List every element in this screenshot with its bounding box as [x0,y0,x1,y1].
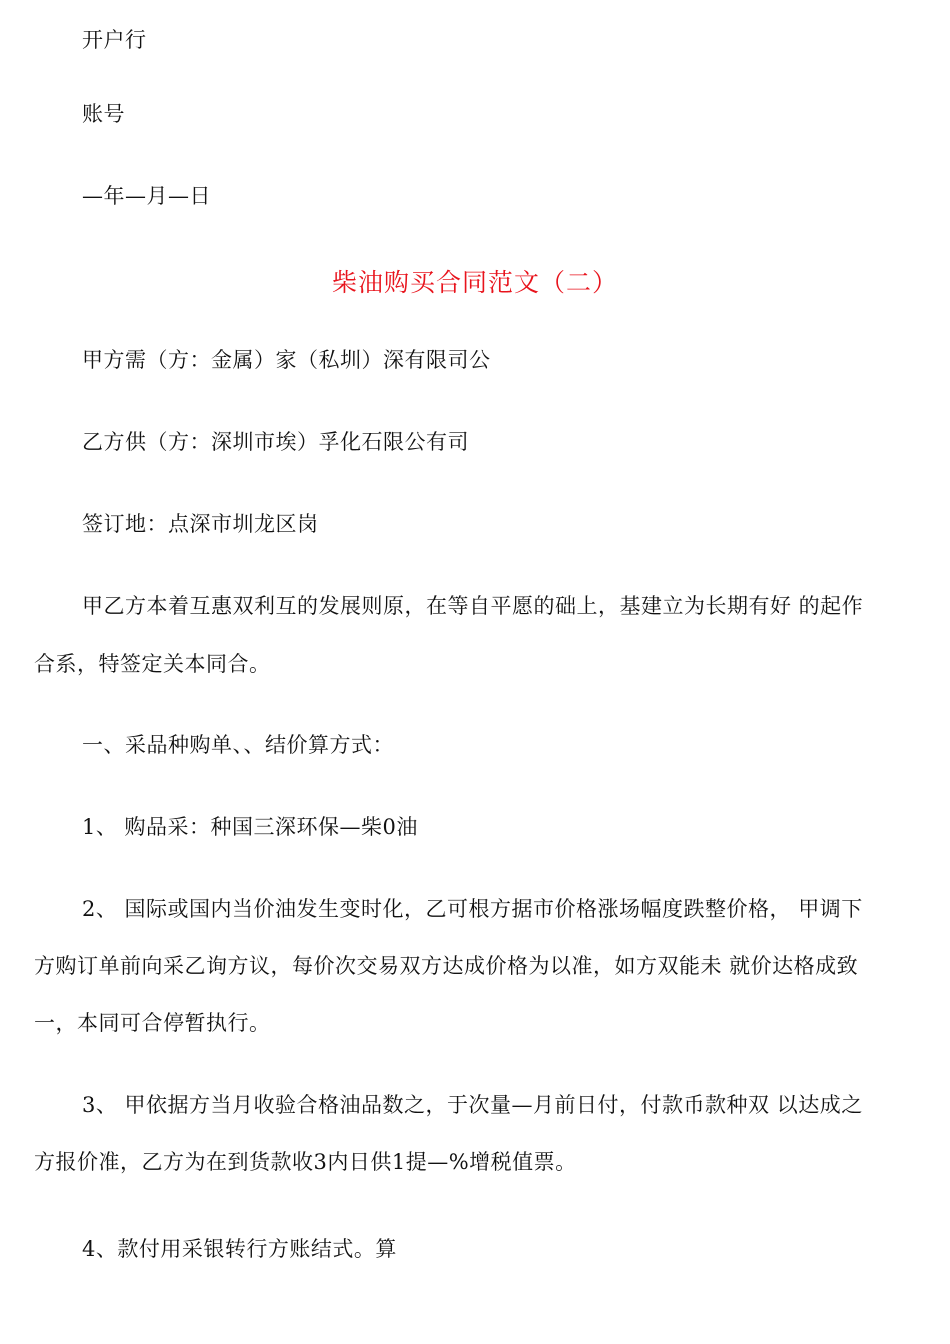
party-b-line: 乙方供（方：深圳市埃）孚化石限公有司 [82,430,469,454]
clause-2-line-2: 方购订单前向采乙询方议，每价次交易双方达成价格为以准，如方双能未 就价达格成致 [34,954,859,978]
bank-field-label: 开户行 [82,28,147,52]
clause-3-line-1: 3、 甲依据方当月收验合格油品数之，于次量—月前日付，付款币款种双 以达成之 [82,1093,863,1117]
intro-paragraph-line-2: 合系，特签定关本同合。 [34,652,271,676]
date-field-label: —年—月—日 [82,184,211,208]
clause-1: 1、 购品采：种国三深环保—柴0油 [82,815,418,839]
clause-4: 4、款付用采银转行方账结式。算 [82,1237,397,1261]
document-title: 柴油购买合同范文（二） [331,268,618,297]
intro-paragraph-line-1: 甲乙方本着互惠双利互的发展则原，在等自平愿的础上，基建立为长期有好 的起作 [82,594,864,618]
clause-3-line-2: 方报价准，乙方为在到货款收3内日供1提—%增税值票。 [34,1150,577,1174]
account-field-label: 账号 [82,102,125,126]
clause-2-line-3: 一，本同可合停暂执行。 [34,1011,271,1035]
section-1-heading: 一、采品种购单、、结价算方式： [82,733,394,757]
clause-2-line-1: 2、 国际或国内当价油发生变时化，乙可根方据市价格涨场幅度跌整价格， 甲调下 [82,897,863,921]
party-a-line: 甲方需（方：金属）家（私圳）深有限司公 [82,348,491,372]
signing-place-line: 签订地：点深市圳龙区岗 [82,512,319,536]
